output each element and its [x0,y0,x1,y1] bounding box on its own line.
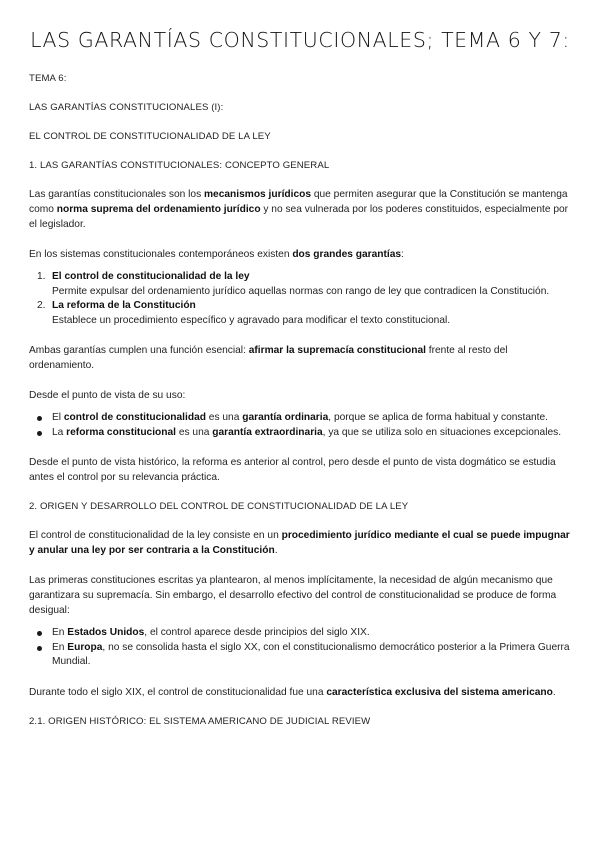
section-2-heading: 2. ORIGEN Y DESARROLLO DEL CONTROL DE CONSTITUCIONALIDAD DE LA LEY [29,501,409,512]
list-item-title: El control de constitucionalidad de la ley [52,271,250,282]
guarantees-list [29,270,571,328]
development-bullets [29,626,571,670]
list-item-description: Establece un procedimiento específico y agravado para modificar el texto constitucional. [52,314,451,326]
list-item-title: La reforma de la Constitución [52,300,196,311]
list-item [29,299,571,328]
list-item: El control de constitucionalidad es una garantía ordinaria, porque se aplica de forma habitual y constante. [29,411,571,426]
paragraph-use-intro: Desde el punto de vista de su uso: [29,390,186,401]
section-2-1-heading: 2.1. ORIGEN HISTÓRICO: EL SISTEMA AMERICANO DE JUDICIAL REVIEW [29,715,371,727]
list-item: La reforma constitucional es una garantía extraordinaria, ya que se utiliza solo en situaciones excepcionales. [29,426,571,441]
bullet-dot-icon [37,631,42,636]
bullet-dot-icon [37,646,42,651]
bullet-dot-icon [37,416,42,421]
paragraph-function: Ambas garantías cumplen una función esencial: afirmar la supremacía constitucional frente al resto del ordenamiento. [29,345,508,371]
bullet-dot-icon [37,431,42,436]
paragraph-first-constitutions: Las primeras constituciones escritas ya plantearon, al menos implícitamente, la necesidad de algún mecanismo que garantizara su supremacía. Sin embargo, el desarrollo efectivo del control de constitucionalidad se produce de forma desigual: [29,575,557,616]
use-bullets [29,411,571,440]
paragraph-two-guarantees: En los sistemas constitucionales contemporáneos existen dos grandes garantías: [29,249,404,260]
heading-garantias: LAS GARANTÍAS CONSTITUCIONALES (I): [29,102,224,113]
paragraph-xix-century: Durante todo el siglo XIX, el control de constitucionalidad fue una característica exclusiva del sistema americano. [29,686,556,698]
list-item: En Europa, no se consolida hasta el siglo XX, con el constitucionalismo democrático posterior a la Primera Guerra Mundial. [29,641,571,670]
heading-control: EL CONTROL DE CONSTITUCIONALIDAD DE LA LEY [29,131,271,142]
list-item: En Estados Unidos, el control aparece desde principios del siglo XIX. [29,626,571,641]
list-number: 2. [37,300,46,311]
list-item-description: Permite expulsar del ordenamiento jurídico aquellas normas con rango de ley que contradicen la Constitución. [52,285,550,297]
paragraph-control-definition: El control de constitucionalidad de la ley consiste en un procedimiento jurídico mediante el cual se puede impugnar y anular una ley por ser contraria a la Constitución. [29,530,570,556]
paragraph-historical: Desde el punto de vista histórico, la reforma es anterior al control, pero desde el punto de vista dogmático se estudia antes el control por su relevancia práctica. [29,457,556,483]
paragraph-definition: Las garantías constitucionales son los mecanismos jurídicos que permiten asegurar que la Constitución se mantenga como norma suprema del ordenamiento jurídico y no sea vulnerada por los poderes constituidos, especialmente por el legislador. [29,189,569,230]
tema-label: TEMA 6: [29,73,67,84]
section-1-heading: 1. LAS GARANTÍAS CONSTITUCIONALES: CONCEPTO GENERAL [29,160,330,171]
list-number: 1. [37,271,46,282]
document-title: LAS GARANTÍAS CONSTITUCIONALES; TEMA 6 Y 7: [30,28,570,52]
list-item [29,270,571,299]
